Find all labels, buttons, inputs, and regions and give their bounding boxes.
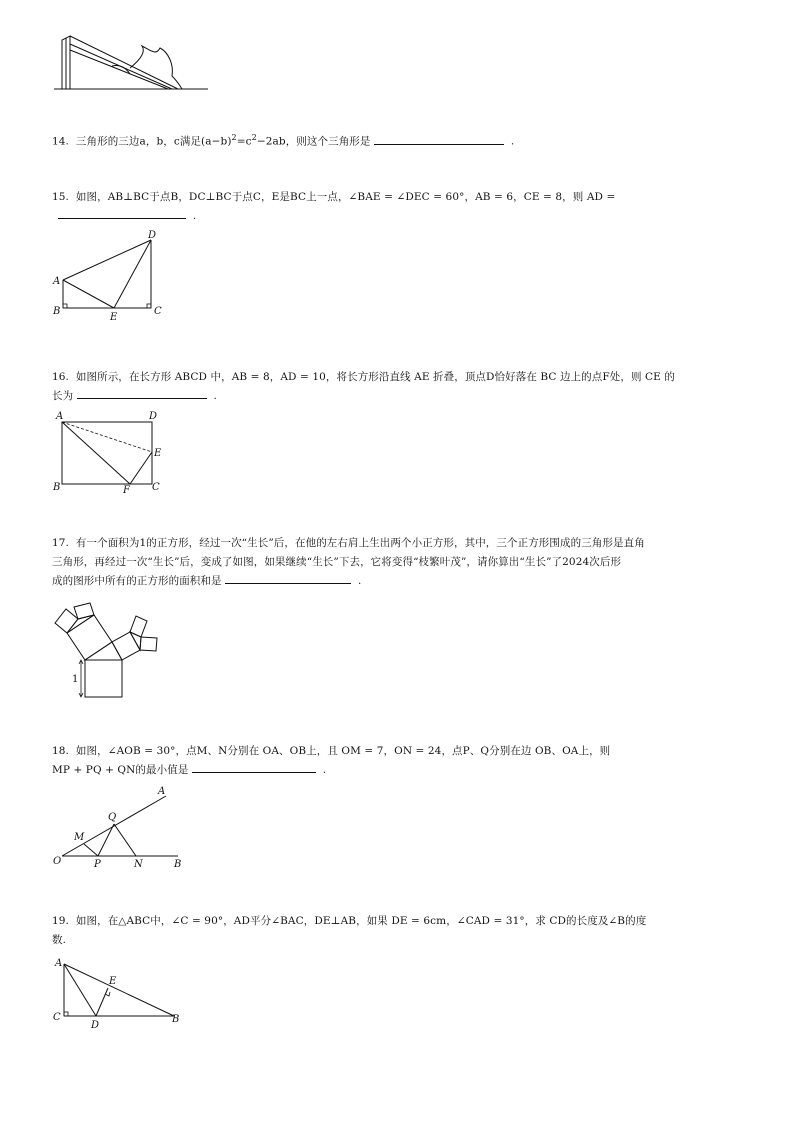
label-M: M (74, 832, 85, 843)
answer-blank[interactable] (58, 207, 186, 219)
label-B: B (53, 306, 61, 317)
answer-blank[interactable] (77, 387, 207, 399)
question-text: MP + PQ + QN的最小值是 (52, 764, 189, 776)
question-text: 数. (52, 934, 67, 946)
question-tail: . (510, 135, 515, 148)
label-E: E (110, 312, 118, 320)
label-N: N (134, 859, 143, 870)
label-A: A (55, 958, 63, 969)
superscript: 2 (251, 133, 257, 142)
label-P: P (94, 859, 101, 870)
label-B: B (172, 1014, 180, 1025)
label-D: D (91, 1020, 100, 1031)
figure-q17 (50, 592, 170, 702)
figure-q15 (50, 228, 170, 320)
label-E: E (109, 976, 117, 987)
question-text: 三角形，再经过一次“生长”后，变成了如图，如果继续“生长”下去，它将变得“枝繁叶茂”，请你算出“生长”了2024次后形 (52, 556, 622, 568)
answer-blank[interactable] (192, 761, 316, 773)
question-text: 长为 (52, 390, 74, 402)
label-E: E (154, 448, 162, 459)
question-18 (52, 742, 752, 780)
figure-q18 (50, 784, 190, 870)
question-text: 如图，AB⊥BC于点B，DC⊥BC于点C，E是BC上一点，∠BAE = ∠DEC = 60°，AB = 6，CE = 8，则 AD = (75, 191, 616, 203)
question-17 (52, 534, 752, 591)
question-tail: . (357, 575, 362, 587)
answer-blank[interactable] (225, 572, 351, 584)
label-C: C (154, 306, 162, 317)
superscript: 2 (231, 133, 237, 142)
question-16 (52, 368, 752, 406)
top-partial-figure (50, 30, 212, 94)
question-number: 18. (52, 745, 69, 757)
question-text: 成的图形中所有的正方形的面积和是 (52, 575, 222, 587)
question-tail: . (213, 390, 217, 402)
question-19 (52, 912, 752, 950)
question-number: 17. (52, 537, 69, 549)
answer-blank[interactable] (374, 133, 504, 145)
question-text: 如图所示，在长方形 ABCD 中，AB = 8，AD = 10，将长方形沿直线 AE 折叠，顶点D恰好落在 BC 边上的点F处，则 CE 的 (75, 371, 675, 383)
question-tail: . (192, 210, 197, 222)
label-B: B (53, 482, 61, 493)
question-text: 如图，在△ABC中，∠C = 90°，AD平分∠BAC，DE⊥AB，如果 DE = 6cm，∠CAD = 31°，求 CD的长度及∠B的度 (75, 915, 647, 927)
label-Q: Q (108, 812, 117, 823)
figure-q19 (50, 954, 190, 1032)
label-A: A (56, 411, 64, 422)
question-number: 16. (52, 371, 69, 383)
question-number: 15. (52, 191, 69, 203)
label-O: O (53, 856, 62, 867)
figure-q16 (50, 408, 170, 494)
question-tail: . (322, 764, 327, 776)
label-A: A (158, 786, 166, 797)
question-text: 如图，∠AOB = 30°，点M、N分别在 OA、OB上，且 OM = 7，ON = 24，点P、Q分别在边 OB、OA上，则 (75, 745, 611, 757)
question-text: =c (236, 135, 252, 148)
label-D: D (149, 411, 158, 422)
label-C: C (53, 1012, 61, 1023)
question-text: −2ab，则这个三角形是 (256, 135, 371, 148)
label-one: 1 (72, 674, 79, 685)
label-D: D (148, 230, 157, 241)
question-number: 14. (52, 135, 69, 148)
question-number: 19. (52, 915, 69, 927)
label-B: B (174, 859, 182, 870)
label-F: F (123, 485, 130, 494)
question-14 (52, 128, 514, 152)
label-C: C (152, 482, 160, 493)
label-A: A (53, 276, 61, 287)
question-text: 三角形的三边a，b，c满足(a−b) (75, 135, 232, 148)
question-text: 有一个面积为1的正方形，经过一次“生长”后，在他的左右肩上生出两个小正方形，其中，三个正方形围成的三角形是直角 (75, 537, 645, 549)
question-15 (52, 188, 752, 226)
